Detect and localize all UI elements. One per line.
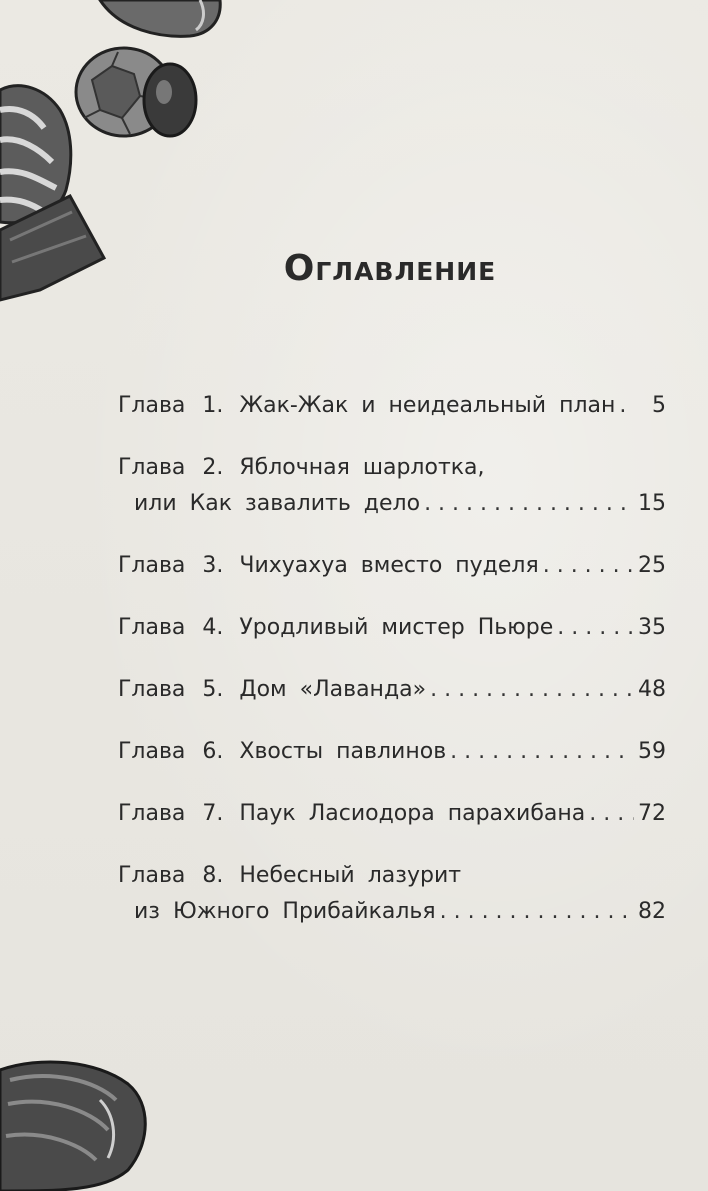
chapter-number: Глава 2. <box>118 455 224 480</box>
page-title: Оглавление <box>283 248 497 289</box>
toc-entry-3[interactable] <box>118 548 666 584</box>
chapter-title: Небесный лазурит <box>239 863 462 888</box>
page-number: 82 <box>638 899 666 924</box>
page-number: 5 <box>652 393 666 418</box>
toc-entry-7[interactable] <box>118 796 666 832</box>
page-number: 59 <box>638 739 666 764</box>
chapter-title: Дом «Лаванда» <box>239 677 427 702</box>
toc-entry-5[interactable] <box>118 672 666 708</box>
dot-leader <box>619 388 634 424</box>
dot-leader <box>440 894 634 930</box>
dot-leader <box>543 548 634 584</box>
chapter-title: Чихуахуа вместо пуделя <box>239 553 539 578</box>
table-of-contents <box>118 388 666 956</box>
chapter-number: Глава 6. <box>118 739 224 764</box>
chapter-number: Глава 3. <box>118 553 224 578</box>
dot-leader <box>589 796 634 832</box>
page-number: 35 <box>638 615 666 640</box>
dot-leader <box>557 610 634 646</box>
toc-entry-1[interactable] <box>118 388 666 424</box>
dot-leader <box>450 734 634 770</box>
toc-entry-4[interactable] <box>118 610 666 646</box>
page-number: 15 <box>638 491 666 516</box>
chapter-title: Жак-Жак и неидеальный план <box>239 393 616 418</box>
chapter-number: Глава 8. <box>118 863 224 888</box>
chapter-title-continued: или Как завалить дело <box>134 491 421 516</box>
chapter-title: Хвосты павлинов <box>239 739 447 764</box>
chapter-number: Глава 4. <box>118 615 224 640</box>
stone-bottom-icon <box>0 1040 160 1191</box>
chapter-title: Паук Ласиодора парахибана <box>239 801 586 826</box>
dot-leader <box>430 672 634 708</box>
chapter-number: Глава 7. <box>118 801 224 826</box>
page-number: 25 <box>638 553 666 578</box>
chapter-title-continued: из Южного Прибайкалья <box>134 899 436 924</box>
toc-entry-2[interactable] <box>118 450 666 522</box>
dot-leader <box>424 486 634 522</box>
toc-entry-6[interactable] <box>118 734 666 770</box>
toc-entry-8[interactable] <box>118 858 666 930</box>
chapter-number: Глава 1. <box>118 393 224 418</box>
chapter-number: Глава 5. <box>118 677 224 702</box>
page-number: 72 <box>638 801 666 826</box>
page-number: 48 <box>638 677 666 702</box>
chapter-title: Уродливый мистер Пьюре <box>239 615 554 640</box>
chapter-title: Яблочная шарлотка, <box>239 455 485 480</box>
